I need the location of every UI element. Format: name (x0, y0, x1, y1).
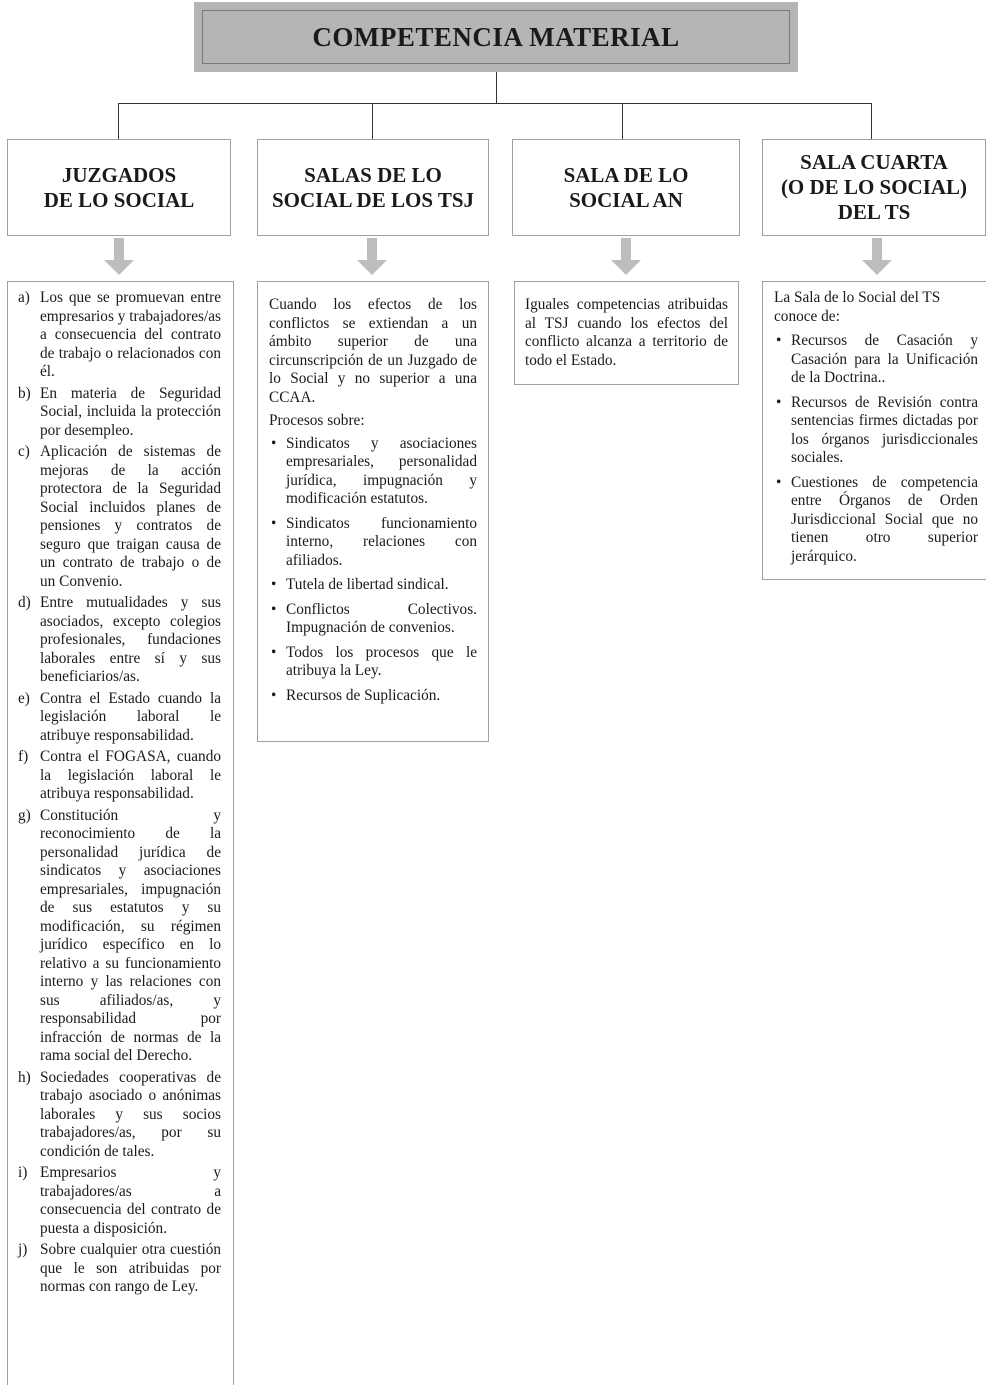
connector-drop-4 (871, 103, 872, 139)
list-item: b) En materia de Seguridad Social, incluida la protección por desempleo. (18, 384, 221, 439)
header-line: JUZGADOS (61, 162, 177, 187)
header-line: SOCIAL AN (569, 187, 683, 212)
list-item: • Recursos de Casación y Casación para la Unificación de la Doctrina.. (776, 332, 978, 386)
content-salas-tsj (257, 281, 489, 742)
header-line: DEL TS (837, 200, 911, 224)
list-item: • Sindicatos funcionamiento interno, relaciones con afiliados. (271, 514, 477, 569)
connector-horizontal (118, 103, 872, 104)
list-item: f) Contra el FOGASA, cuando la legislación laboral le atribuya responsabilidad. (18, 748, 221, 802)
content-sala-cuarta (762, 281, 986, 580)
connector-drop-2 (372, 103, 373, 139)
list-item: c) Aplicación de sistemas de mejoras de la acción protectora de la Seguridad Social incluidos planes de pensiones y contratos de seguro que traigan causa de un contrato de trabajo o de un Convenio. (18, 443, 221, 590)
content-juzgados (7, 281, 234, 1385)
header-line: SALA DE LO (563, 162, 689, 187)
list-item: • Sindicatos y asociaciones empresariales, personalidad jurídica, impugnación y modificación estatutos. (271, 434, 477, 507)
diagram-title: COMPETENCIA MATERIAL (202, 10, 790, 64)
title-box (194, 2, 798, 72)
subheading: Procesos sobre: (269, 412, 365, 429)
connector-drop-1 (118, 103, 119, 139)
header-line: (O DE LO SOCIAL) (780, 175, 968, 199)
header-line: SALAS DE LO (304, 162, 442, 187)
list-item: • Todos los procesos que le atribuya la Ley. (271, 643, 477, 679)
list-item: g) Constitución y reconocimiento de la personalidad jurídica de sindicatos y asociaciones empresariales, impugnación de sus estatutos y su modificación, su régimen jurídico específico en lo relativo a su funcionamiento interno y las relaciones con sus afiliados/as, y responsabilidad por infracción de normas de la rama social del Derecho. (18, 806, 221, 1064)
connector-trunk (496, 72, 497, 103)
header-line: SALA CUARTA (800, 150, 948, 174)
intro-text: Cuando los efectos de los conflictos se extiendan a un ámbito superior de una circunscripción de un Juzgado de lo Social y no superior a una CCAA. (269, 296, 477, 406)
connector-drop-3 (622, 103, 623, 139)
header-line: SOCIAL DE LOS TSJ (271, 187, 475, 212)
list-item: • Cuestiones de competencia entre Órganos de Orden Jurisdiccional Social que no tienen otro superior jerárquico. (776, 473, 978, 565)
process-list (269, 435, 477, 706)
list-item: • Tutela de libertad sindical. (271, 576, 449, 593)
header-sala-an (512, 139, 740, 236)
intro-text: Iguales competencias atribuidas al TSJ cuando los efectos del conflicto alcanza a territorio de todo el Estado. (525, 296, 728, 369)
list-item: e) Contra el Estado cuando la legislación laboral le atribuye responsabilidad. (18, 689, 221, 744)
list-item: h) Sociedades cooperativas de trabajo asociado o anónimas laborales y sus socios trabajadores/as, por su condición de tales. (18, 1068, 221, 1160)
down-arrow-icon (611, 238, 641, 276)
list-item: d) Entre mutualidades y sus asociados, excepto colegios profesionales, fundaciones laborales entre sí y sus beneficiarios/as. (18, 594, 221, 685)
list-item: • Recursos de Revisión contra sentencias firmes dictadas por los órganos jurisdiccionales sociales. (776, 393, 978, 466)
intro-text: La Sala de lo Social del TS conoce de: (774, 289, 941, 325)
down-arrow-icon (357, 238, 387, 276)
header-salas-tsj (257, 139, 489, 236)
resource-list (774, 332, 978, 566)
header-sala-cuarta (762, 139, 986, 236)
list-item: a) Los que se promuevan entre empresarios y trabajadores/as a consecuencia del contrato de trabajo o relacionados con él. (18, 289, 221, 380)
header-line: DE LO SOCIAL (43, 187, 195, 212)
list-item: i) Empresarios y trabajadores/as a consecuencia del contrato de puesta a disposición. (18, 1164, 221, 1237)
competence-list (18, 289, 221, 1297)
header-juzgados (7, 139, 231, 236)
content-sala-an (514, 281, 739, 385)
list-item: • Recursos de Suplicación. (271, 686, 441, 704)
down-arrow-icon (104, 238, 134, 276)
down-arrow-icon (862, 238, 892, 276)
list-item: j) Sobre cualquier otra cuestión que le son atribuidas por normas con rango de Ley. (18, 1241, 221, 1295)
list-item: • Conflictos Colectivos. Impugnación de convenios. (271, 600, 477, 636)
